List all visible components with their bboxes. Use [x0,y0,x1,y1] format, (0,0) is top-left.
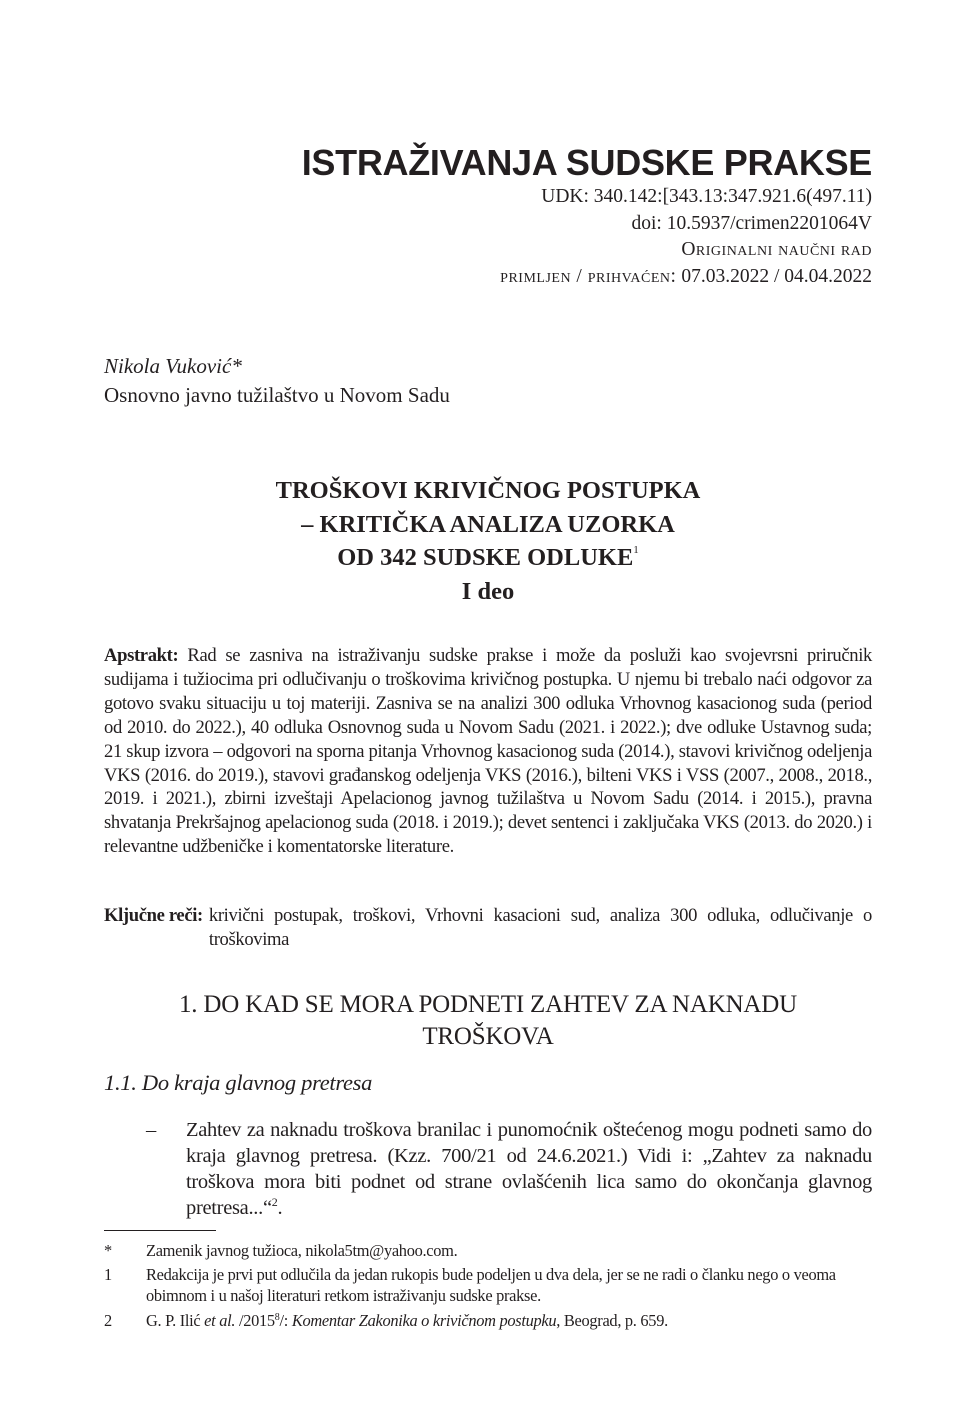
keywords-text: krivični postupak, troškovi, Vrhovni kasacioni sud, analiza 300 odluka, odlučivanje o troškovima [208,905,872,950]
received-accepted-label: primljen / prihvaćen: [500,265,677,287]
article-metadata [500,184,872,290]
list-item [104,1117,872,1221]
received-accepted [500,264,872,291]
doi: doi: 10.5937/crimen2201064V [631,212,872,234]
keywords-label: Ključne reči: [104,905,203,926]
abstract-text: Rad se zasniva na istraživanju sudske prakse i može da posluži kao svojevrsni priručnik sudijama i tužiocima pri odlučivanju o troškovima krivičnog postupka. U njemu bi trebalo naći odgovor za gotovo svaku situaciju u toj materiji. Zasniva se na analizi 300 odluka Vrhovnog kasacionog suda (period od 2010. do 2022.), 40 odluka Osnovnog suda u Novom Sadu (2021. i 2022.); dve odluke Ustavnog suda; 21 skup izvora – odgovori na sporna pitanja Vrhovnog kasacionog suda (2014.), stavovi krivičnog odeljenja VKS (2016. do 2019.), stavovi građanskog odeljenja VKS (2016.), bilteni VKS i VSS (2007., 2008., 2018., 2019. i 2021.), zbirni izveštaji Apelacionog javnog tužilaštva u Novom Sadu (2014. i 2015.), pravna shvatanja Prekršajnog apelacionog suda (2018. i 2019.); devet sentenci i zaključaka VKS (2013. do 2020.) i relevantne udžbeničke i komentatorske literature. [104,645,872,858]
article-title [104,474,872,608]
subsection-heading: 1.1. Do kraja glavnog pretresa [104,1070,373,1095]
author-name: Nikola Vuković* [104,354,242,378]
footnote-2: 2 G. P. Ilić et al. /2015$^8$/: Komentar Zakonika o krivičnom postupku, Beograd, p. 659. [104,1310,668,1330]
list-item-text: Zahtev za naknadu troškova branilac i punomoćnik oštećenog mogu podneti samo do kraja glavnog pretresa. (Kzz. 700/21 od 24.6.2021.) Vidi i: „Zahtev za naknadu troškova mora biti podnet od strane ovlašćenih lica samo do okončanja glavnog pretresa...“$^2$. [186,1119,872,1219]
keywords [104,904,872,952]
footnote-star: * Zamenik javnog tužioca, nikola5tm@yahoo.com. [104,1241,458,1260]
author-block [104,352,450,410]
article-type: Originalni naučni rad [681,239,872,260]
footnote-1: 1 Redakcija je prvi put odlučila da jedan rukopis bude podeljen u dva dela, jer se ne radi o članku nego o veoma obimnom i u našoj literaturi retkom istraživanju sudske prakse. [104,1265,836,1306]
section-heading: 1. DO KAD SE MORA PODNETI ZAHTEV ZA NAKNADU TROŠKOVA [178,991,797,1050]
book-title: Komentar Zakonika o krivičnom postupku [291,1310,557,1330]
dash-bullet: – [146,1119,156,1141]
journal-section-title: ISTRAŽIVANJA SUDSKE PRAKSE [301,142,872,183]
udk-code: UDK: 340.142:[343.13:347.921.6(497.11) [541,186,872,207]
document-page [104,0,872,1418]
received-accepted-dates: 07.03.2022 / 04.04.2022 [681,265,872,287]
title-line-3: OD 342 SUDSKE ODLUKE$^1$ [337,544,639,571]
title-line-2: – KRITIČKA ANALIZA UZORKA [301,510,675,538]
footnotes [104,1240,872,1334]
footnote-ref-1[interactable]: 1 [633,544,639,556]
title-line-4: I deo [461,577,515,605]
title-line-1: TROŠKOVI KRIVIČNOG POSTUPKA [275,477,701,504]
author-affiliation: Osnovno javno tužilaštvo u Novom Sadu [104,383,450,407]
footnote-divider [104,1230,216,1231]
abstract [104,644,872,859]
footnote-ref-2[interactable]: 2 [271,1195,278,1209]
abstract-label: Apstrakt: [104,645,179,666]
